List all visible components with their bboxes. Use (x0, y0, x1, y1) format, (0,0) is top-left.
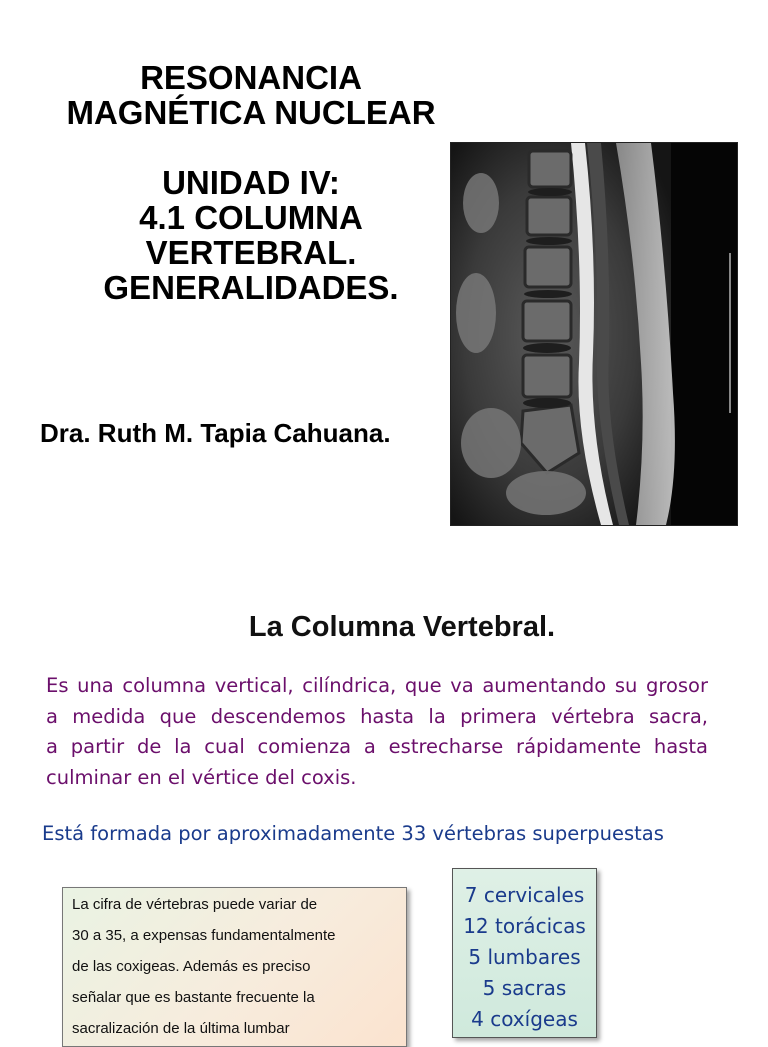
section-title: La Columna Vertebral. (248, 611, 556, 643)
unit-line: 4.1 COLUMNA (139, 199, 363, 236)
note-line: señalar que es bastante frecuente la (72, 989, 315, 1006)
paragraph-line: Es una columna vertical, cilíndrica, que va aumentando su grosor (46, 674, 708, 697)
count-item: 5 lumbares (468, 945, 581, 969)
mri-spine-image (450, 142, 738, 526)
content-slide (0, 565, 768, 1037)
count-item: 12 torácicas (463, 914, 586, 938)
vertebrae-breakdown-box (452, 868, 597, 1038)
count-item: 5 sacras (482, 976, 567, 1000)
slide-title (20, 60, 482, 305)
paragraph-line: culminar en el vértice del coxis. (46, 765, 357, 789)
variation-note-box (62, 887, 407, 1047)
description-paragraph (46, 671, 708, 793)
note-line: 30 a 35, a expensas fundamentalmente (72, 927, 336, 944)
vertebrae-count-statement: Está formada por aproximadamente 33 vértebras superpuestas (42, 822, 664, 845)
slide-separator (0, 545, 768, 565)
author-name: Dra. Ruth M. Tapia Cahuana. (40, 418, 391, 448)
title-line: MAGNÉTICA NUCLEAR (66, 94, 436, 131)
unit-line: VERTEBRAL. (145, 234, 357, 271)
unit-line: GENERALIDADES. (103, 269, 399, 306)
count-item: 7 cervicales (464, 883, 585, 907)
unit-line: UNIDAD IV: (162, 164, 340, 201)
title-line: RESONANCIA (140, 59, 362, 96)
note-line: de las coxigeas. Además es preciso (72, 958, 311, 975)
paragraph-line: a medida que descendemos hasta la primera vértebra sacra, (46, 704, 708, 728)
paragraph-line: a partir de la cual comienza a estrecharse rápidamente hasta (46, 735, 708, 758)
note-line: La cifra de vértebras puede variar de (72, 896, 318, 913)
note-line: sacralización de la última lumbar (72, 1020, 290, 1037)
count-item: 4 coxígeas (471, 1007, 578, 1031)
